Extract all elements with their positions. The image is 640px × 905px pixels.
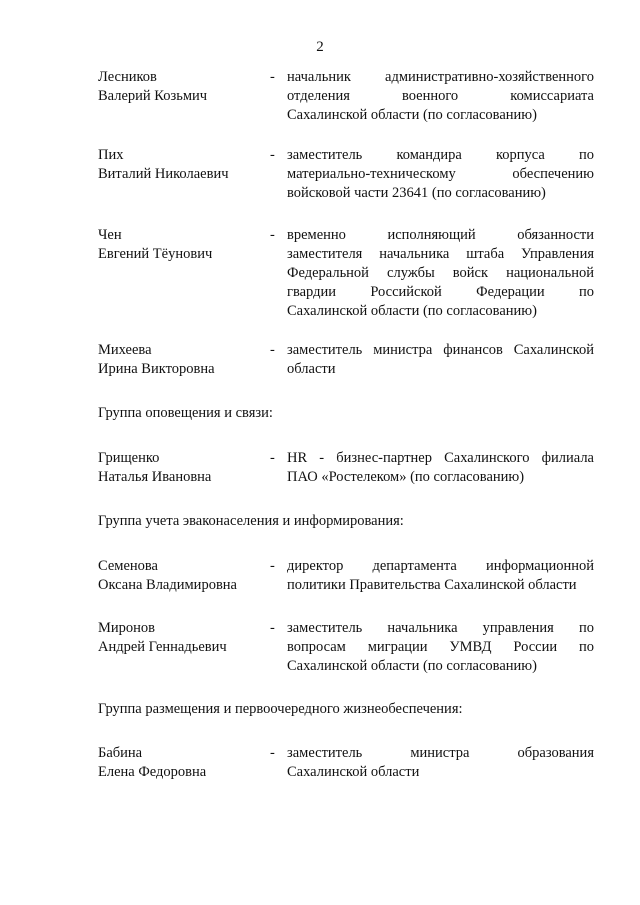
member-given-names: Наталья Ивановна [98, 469, 212, 485]
position-line: отделения военного комиссариата [287, 88, 594, 104]
member-given-names: Елена Федоровна [98, 764, 207, 780]
member-name [98, 557, 268, 595]
position-line: начальник административно-хозяйственного [287, 69, 594, 85]
position-line: директор департамента информационной [287, 558, 594, 574]
member-position [287, 226, 594, 321]
member-surname: Бабина [98, 745, 143, 761]
member-surname: Грищенко [98, 450, 160, 466]
separator-dash: - [270, 227, 275, 243]
position-line: Сахалинской области (по согласованию) [287, 107, 537, 123]
member-position [287, 146, 594, 203]
position-line: Сахалинской области [287, 764, 420, 780]
position-line: Федеральной службы войск национальной [287, 265, 594, 281]
position-line: политики Правительства Сахалинской области [287, 577, 577, 593]
position-line: заместитель министра финансов Сахалинской [287, 342, 594, 358]
member-name [98, 449, 268, 487]
member-position [287, 341, 594, 379]
separator-dash: - [270, 342, 275, 358]
member-name [98, 744, 268, 782]
member-name [98, 619, 268, 657]
member-surname: Пих [98, 147, 124, 163]
page-number: 2 [316, 39, 324, 55]
position-line: заместителя начальника штаба Управления [287, 246, 594, 262]
member-position [287, 744, 594, 782]
separator-dash: - [270, 620, 275, 636]
member-given-names: Оксана Владимировна [98, 577, 237, 593]
member-given-names: Виталий Николаевич [98, 166, 229, 182]
member-given-names: Андрей Геннадьевич [98, 639, 227, 655]
member-name [98, 146, 268, 184]
position-line: вопросам миграции УМВД России по [287, 639, 594, 655]
position-line: Сахалинской области (по согласованию) [287, 658, 537, 674]
position-line: материально-техническому обеспечению [287, 166, 594, 182]
member-name [98, 341, 268, 379]
position-line: войсковой части 23641 (по согласованию) [287, 185, 546, 201]
member-surname: Михеева [98, 342, 152, 358]
member-given-names: Ирина Викторовна [98, 361, 215, 377]
group-heading-notification: Группа оповещения и связи: [98, 405, 273, 421]
position-line: HR - бизнес-партнер Сахалинского филиала [287, 450, 594, 466]
member-given-names: Валерий Козьмич [98, 88, 208, 104]
separator-dash: - [270, 147, 275, 163]
member-given-names: Евгений Тёунович [98, 246, 213, 262]
member-position [287, 68, 594, 125]
group-heading-registration: Группа учета эваконаселения и информирования: [98, 513, 404, 529]
position-line: гвардии Российской Федерации по [287, 284, 594, 300]
member-surname: Семенова [98, 558, 158, 574]
separator-dash: - [270, 558, 275, 574]
member-surname: Чен [98, 227, 122, 243]
member-surname: Лесников [98, 69, 157, 85]
position-line: заместитель министра образования [287, 745, 594, 761]
separator-dash: - [270, 69, 275, 85]
separator-dash: - [270, 450, 275, 466]
position-line: области [287, 361, 336, 377]
member-position [287, 557, 594, 595]
position-line: заместитель командира корпуса по [287, 147, 594, 163]
member-position [287, 449, 594, 487]
separator-dash: - [270, 745, 275, 761]
position-line: Сахалинской области (по согласованию) [287, 303, 537, 319]
member-name [98, 226, 268, 264]
position-line: временно исполняющий обязанности [287, 227, 594, 243]
group-heading-accommodation: Группа размещения и первоочередного жизнеобеспечения: [98, 701, 463, 717]
member-surname: Миронов [98, 620, 156, 636]
position-line: ПАО «Ростелеком» (по согласованию) [287, 469, 525, 485]
position-line: заместитель начальника управления по [287, 620, 594, 636]
member-name [98, 68, 268, 106]
member-position [287, 619, 594, 676]
